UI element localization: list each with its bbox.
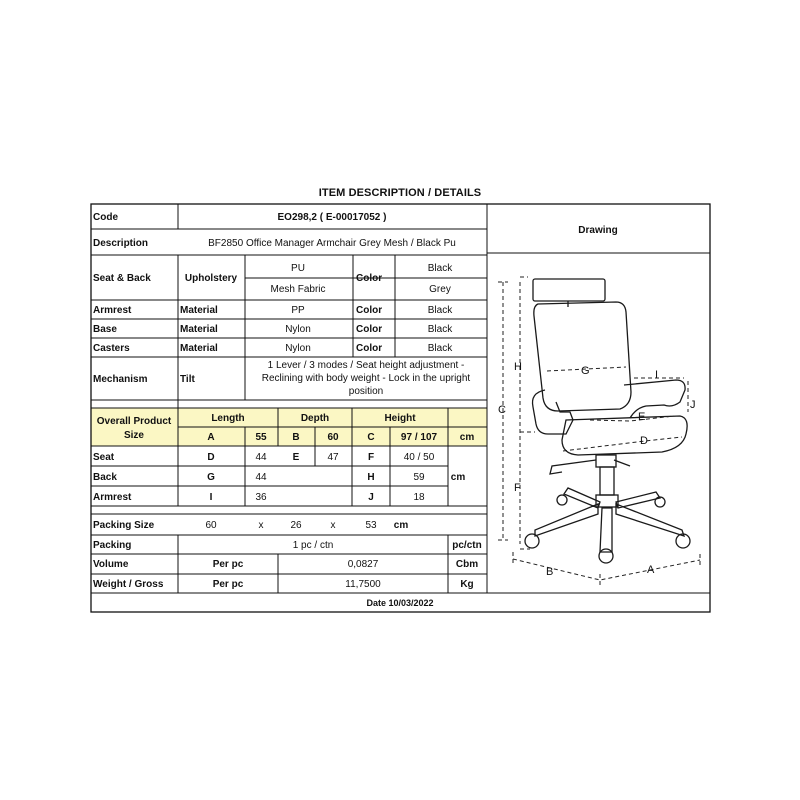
overall-b-value: 60	[327, 432, 339, 443]
overall-b-key: B	[292, 432, 300, 443]
back-g-key: G	[207, 472, 215, 483]
armrest-material: PP	[291, 305, 305, 316]
description-value: BF2850 Office Manager Armchair Grey Mesh / Black Pu	[208, 238, 456, 249]
packing-size-height: 53	[365, 520, 377, 531]
dim-label-c: C	[498, 404, 506, 416]
packing-size-length: 60	[205, 520, 217, 531]
dim-label-g: G	[581, 365, 590, 377]
dim-label-d: D	[640, 435, 648, 447]
armrest-j-value: 18	[413, 492, 425, 503]
code-value: EO298,2 ( E-00017052 )	[277, 212, 387, 223]
seat-e-value: 47	[327, 452, 339, 463]
casters-color: Black	[427, 343, 453, 354]
overall-size-label-2: Size	[123, 430, 145, 441]
mechanism-label: Mechanism	[93, 374, 148, 385]
packing-label: Packing	[93, 540, 132, 551]
dimensions-unit: cm	[450, 472, 466, 483]
back-h-value: 59	[413, 472, 425, 483]
packing-size-x2: x	[330, 520, 336, 531]
seat-f-key: F	[367, 452, 375, 463]
depth-header: Depth	[300, 413, 330, 424]
height-header: Height	[384, 413, 416, 424]
casters-type: Material	[180, 343, 218, 354]
seat-back-color-label: Color	[356, 273, 383, 284]
weight-per: Per pc	[212, 579, 244, 590]
overall-size-label-1: Overall Product	[96, 416, 172, 427]
volume-value: 0,0827	[347, 559, 379, 570]
seat-back-material-2: Mesh Fabric	[270, 284, 326, 295]
seat-f-value: 40 / 50	[403, 452, 435, 463]
chair-backrest	[534, 302, 631, 411]
volume-per: Per pc	[212, 559, 244, 570]
document-title: ITEM DESCRIPTION / DETAILS	[318, 187, 482, 199]
base-label: Base	[93, 324, 117, 335]
packing-value: 1 pc / ctn	[292, 540, 334, 551]
seat-dim-label: Seat	[93, 452, 115, 463]
chair-right-armrest	[624, 380, 685, 418]
mechanism-line-3: position	[348, 386, 384, 397]
dim-label-h: H	[514, 361, 522, 373]
dim-label-e: E	[638, 411, 646, 423]
seat-back-type: Upholstery	[184, 273, 238, 284]
chair-left-armrest	[533, 390, 574, 434]
mechanism-type: Tilt	[180, 374, 195, 385]
packing-size-x1: x	[258, 520, 264, 531]
overall-a-key: A	[207, 432, 215, 443]
weight-value: 11,7500	[345, 579, 381, 590]
seat-e-key: E	[292, 452, 300, 463]
seat-d-value: 44	[255, 452, 267, 463]
armrest-i-key: I	[209, 492, 213, 503]
packing-size-label: Packing Size	[93, 520, 155, 531]
description-label: Description	[93, 238, 149, 249]
chair-gas-lift	[600, 467, 614, 495]
code-label: Code	[93, 212, 118, 223]
mechanism-line-2: Reclining with body weight - Lock in the upright	[261, 373, 471, 384]
back-h-key: H	[367, 472, 375, 483]
base-color-label: Color	[356, 324, 383, 335]
armrest-color-label: Color	[356, 305, 383, 316]
seat-back-color-1: Black	[427, 263, 453, 274]
mechanism-line-1: 1 Lever / 3 modes / Seat height adjustment -	[267, 360, 465, 371]
packing-size-unit: cm	[393, 520, 409, 531]
seat-back-material-1: PU	[291, 263, 305, 274]
length-header: Length	[211, 413, 245, 424]
casters-label: Casters	[93, 343, 130, 354]
seat-d-key: D	[207, 452, 215, 463]
chair-dimension-lines	[498, 277, 700, 586]
packing-size-width: 26	[290, 520, 302, 531]
seat-back-label: Seat & Back	[93, 273, 151, 284]
overall-c-value: 97 / 107	[400, 432, 438, 443]
volume-label: Volume	[93, 559, 129, 570]
back-dim-label: Back	[93, 472, 117, 483]
base-color: Black	[427, 324, 453, 335]
drawing-label: Drawing	[578, 225, 618, 236]
seat-back-color-2: Grey	[429, 284, 451, 295]
casters-color-label: Color	[356, 343, 383, 354]
base-type: Material	[180, 324, 218, 335]
base-material: Nylon	[285, 324, 311, 335]
armrest-i-value: 36	[255, 492, 267, 503]
casters-material: Nylon	[285, 343, 311, 354]
armrest-type: Material	[180, 305, 218, 316]
chair-drawing	[498, 277, 700, 586]
armrest-label: Armrest	[93, 305, 132, 316]
chair-headrest	[533, 279, 605, 301]
weight-unit: Kg	[460, 579, 474, 590]
armrest-j-key: J	[368, 492, 374, 503]
overall-unit: cm	[459, 432, 475, 443]
dim-label-j: J	[690, 399, 696, 411]
dim-label-i: I	[655, 369, 659, 381]
overall-a-value: 55	[255, 432, 267, 443]
weight-label: Weight / Gross	[93, 579, 164, 590]
date-stamp: Date 10/03/2022	[366, 598, 434, 608]
overall-c-key: C	[367, 432, 375, 443]
dim-label-f: F	[514, 482, 521, 494]
dim-label-a: A	[647, 564, 655, 576]
volume-unit: Cbm	[455, 559, 479, 570]
dim-label-b: B	[546, 566, 554, 578]
back-g-value: 44	[255, 472, 267, 483]
armrest-color: Black	[427, 305, 453, 316]
table-grid	[91, 204, 710, 593]
packing-unit: pc/ctn	[452, 540, 482, 551]
armrest-dim-label: Armrest	[93, 492, 132, 503]
